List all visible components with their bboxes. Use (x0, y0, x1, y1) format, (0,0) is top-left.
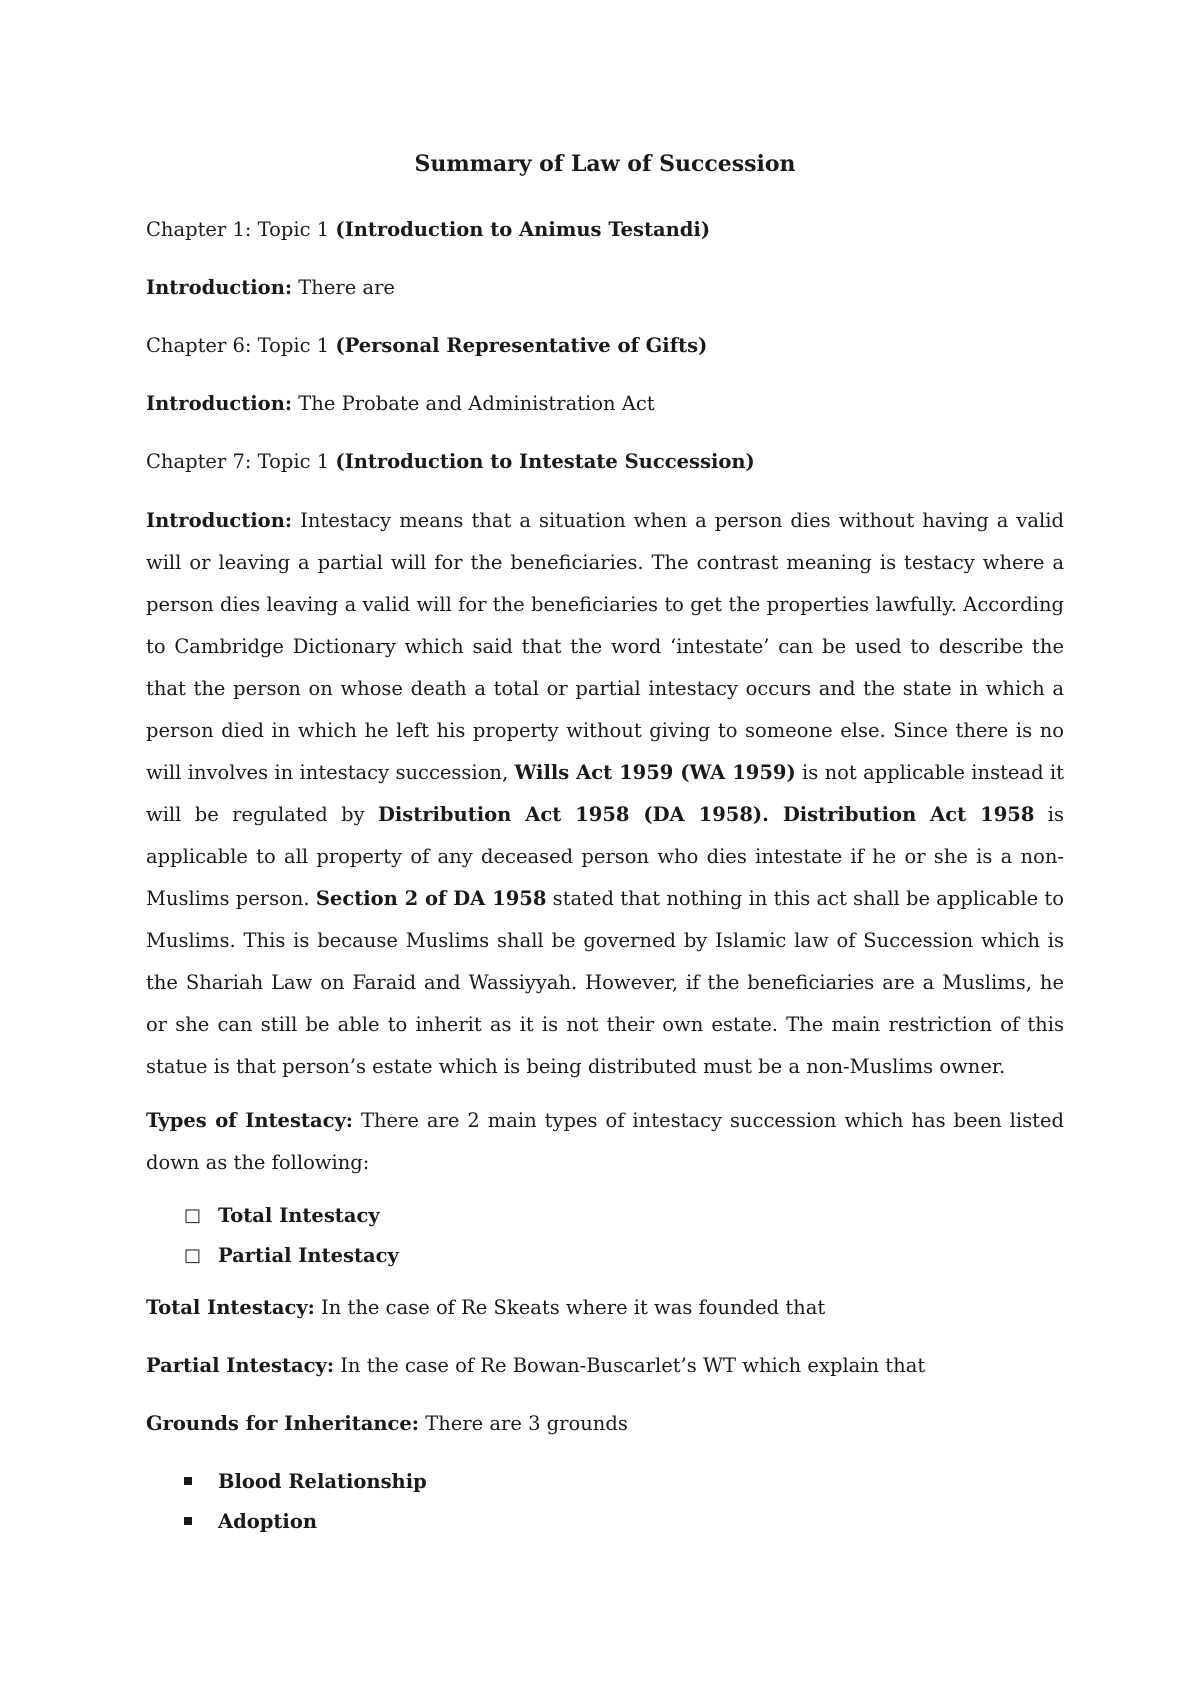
grounds-label: Grounds for Inheritance: (146, 1412, 420, 1435)
distribution-act-reference: Distribution Act 1958 (DA 1958). Distribution Act 1958 (377, 803, 1035, 826)
list-item (146, 1502, 1064, 1542)
partial-intestacy-text: In the case of Re Bowan-Buscarlet’s WT which explain that (334, 1354, 926, 1377)
chapter-7-prefix: Chapter 7: Topic 1 (146, 450, 336, 473)
square-bullet-icon (184, 1517, 192, 1525)
grounds-list (146, 1462, 1064, 1542)
paragraph-text-1: Intestacy means that a situation when a person dies without having a valid will or leaving a partial will for the beneficiaries. The contrast meaning is testacy where a person dies leaving a valid will for the beneficiaries to get the properties lawfully. According to Cambridge Dictionary which said that the word ‘intestate’ can be used to describe the that the person on whose death a total or partial intestacy occurs and the state in which a person died in which he left his property without giving to someone else. Since there is no will involves in intestacy succession, (146, 509, 1064, 784)
bullet-box-icon: □ (184, 1245, 202, 1266)
chapter-6-introduction (146, 384, 1064, 424)
partial-intestacy-line (146, 1346, 1064, 1386)
list-item (146, 1462, 1064, 1502)
introduction-label: Introduction: (146, 392, 293, 415)
section-2-reference: Section 2 of DA 1958 (315, 887, 547, 910)
introduction-label: Introduction: (146, 509, 293, 532)
chapter-6-prefix: Chapter 6: Topic 1 (146, 334, 336, 357)
types-text: There are 2 main types of intestacy succession which has been listed down as the following: (146, 1109, 1064, 1174)
list-item-label: Blood Relationship (218, 1470, 427, 1493)
chapter-7-introduction-paragraph (146, 500, 1064, 1088)
document-body (146, 144, 1064, 1554)
grounds-for-inheritance-line (146, 1404, 1064, 1444)
introduction-text: There are (292, 276, 395, 299)
chapter-7-topic: (Introduction to Intestate Succession) (335, 450, 755, 473)
types-of-intestacy-paragraph (146, 1100, 1064, 1184)
partial-intestacy-label: Partial Intestacy: (146, 1354, 335, 1377)
introduction-text: The Probate and Administration Act (292, 392, 655, 415)
chapter-1-prefix: Chapter 1: Topic 1 (146, 218, 336, 241)
chapter-1-topic: (Introduction to Animus Testandi) (335, 218, 711, 241)
intestacy-types-list (146, 1196, 1064, 1276)
document-title: Summary of Law of Succession (414, 151, 796, 177)
paragraph-text-4: stated that nothing in this act shall be applicable to Muslims. This is because Muslims shall be governed by Islamic law of Succession which is the Shariah Law on Faraid and Wassiyyah. However, if the beneficiaries are a Muslims, he or she can still be able to inherit as it is not their own estate. The main restriction of this statue is that person’s estate which is being distributed must be a non-Muslims owner. (146, 887, 1064, 1078)
total-intestacy-line (146, 1288, 1064, 1328)
paragraph-text-2: is not applicable instead it will be regulated by (146, 761, 1064, 826)
grounds-text: There are 3 grounds (419, 1412, 628, 1435)
list-item (146, 1236, 1064, 1276)
bullet-box-icon: □ (184, 1205, 202, 1226)
chapter-6-topic: (Personal Representative of Gifts) (335, 334, 708, 357)
chapter-6-heading (146, 326, 1064, 366)
wills-act-reference: Wills Act 1959 (WA 1959) (514, 761, 796, 784)
list-item-label: Partial Intestacy (218, 1244, 399, 1267)
chapter-1-heading (146, 210, 1064, 250)
list-item-label: Adoption (218, 1510, 318, 1533)
chapter-7-heading (146, 442, 1064, 482)
list-item-label: Total Intestacy (218, 1204, 380, 1227)
square-bullet-icon (184, 1477, 192, 1485)
types-label: Types of Intestacy: (146, 1109, 353, 1132)
list-item (146, 1196, 1064, 1236)
total-intestacy-label: Total Intestacy: (146, 1296, 315, 1319)
total-intestacy-text: In the case of Re Skeats where it was founded that (314, 1296, 826, 1319)
paragraph-text-3: is applicable to all property of any deceased person who dies intestate if he or she is a non-Muslims person. (146, 803, 1064, 910)
chapter-1-introduction (146, 268, 1064, 308)
introduction-label: Introduction: (146, 276, 293, 299)
